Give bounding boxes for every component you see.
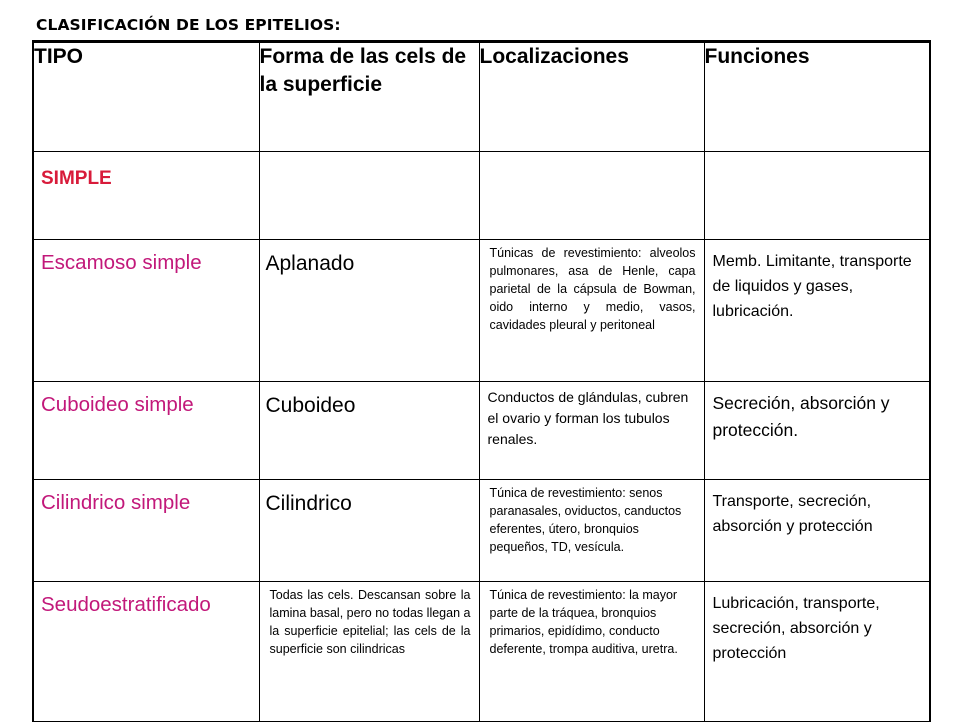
funciones-cell: Secreción, absorción y protección. [704,382,930,480]
empty-cell [259,152,479,240]
localizaciones-cell: Túnicas de revestimiento: alveolos pulmonares, asa de Henle, capa parietal de la cápsula de Bowman, oido interno y medio, vasos, cavidades pleural y peritoneal [479,240,704,382]
localizaciones-cell: Conductos de glándulas, cubren el ovario y forman los tubulos renales. [479,382,704,480]
empty-cell [704,152,930,240]
header-forma: Forma de las cels de la superficie [259,42,479,152]
page-title: CLASIFICACIÓN DE LOS EPITELIOS: [36,16,341,34]
table-row-seudoestratificado [33,582,930,722]
forma-cell: Cilindrico [259,480,479,582]
tipo-cell: Cilindrico simple [33,480,259,582]
tipo-cell: Escamoso simple [33,240,259,382]
section-label-simple: SIMPLE [33,152,259,240]
forma-cell: Cuboideo [259,382,479,480]
localizaciones-cell: Túnica de revestimiento: la mayor parte de la tráquea, bronquios primarios, epidídimo, conducto deferente, trompa auditiva, uretra. [479,582,704,722]
header-tipo: TIPO [33,42,259,152]
table-row-cilindrico [33,480,930,582]
forma-cell: Todas las cels. Descansan sobre la lamina basal, pero no todas llegan a la superficie epitelial; las cels de la superficie son cilindricas [259,582,479,722]
funciones-cell: Transporte, secreción, absorción y protección [704,480,930,582]
table-row-escamoso [33,240,930,382]
table-row-cuboideo [33,382,930,480]
funciones-cell: Lubricación, transporte, secreción, absorción y protección [704,582,930,722]
tipo-cell: Cuboideo simple [33,382,259,480]
table-header-row [33,42,930,152]
tipo-cell: Seudoestratificado [33,582,259,722]
localizaciones-cell: Túnica de revestimiento: senos paranasales, oviductos, canductos eferentes, útero, bronquios pequeños, TD, vesícula. [479,480,704,582]
section-row-simple [33,152,930,240]
epithelium-classification-table [32,40,931,722]
header-localizaciones: Localizaciones [479,42,704,152]
empty-cell [479,152,704,240]
forma-cell: Aplanado [259,240,479,382]
funciones-cell: Memb. Limitante, transporte de liquidos y gases, lubricación. [704,240,930,382]
header-funciones: Funciones [704,42,930,152]
